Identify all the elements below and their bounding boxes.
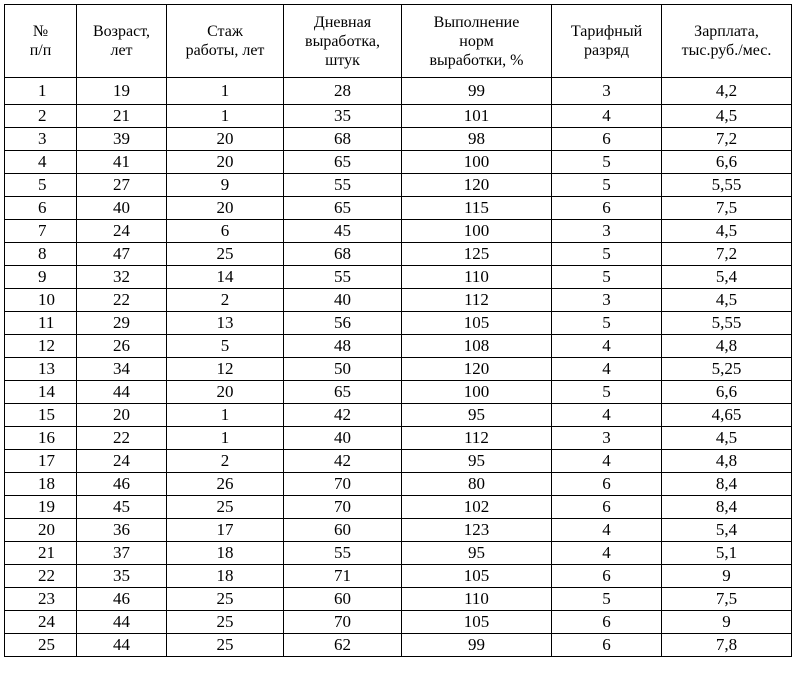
cell-norm-fulfillment: 100 <box>402 381 552 404</box>
cell-daily-output: 65 <box>284 381 402 404</box>
cell-experience: 25 <box>167 634 284 657</box>
cell-daily-output: 62 <box>284 634 402 657</box>
cell-tariff-grade: 6 <box>552 496 662 519</box>
cell-row-number: 14 <box>5 381 77 404</box>
cell-daily-output: 70 <box>284 611 402 634</box>
table-row <box>5 519 792 542</box>
cell-daily-output: 40 <box>284 427 402 450</box>
cell-salary: 9 <box>662 611 792 634</box>
cell-age: 22 <box>77 289 167 312</box>
cell-daily-output: 71 <box>284 565 402 588</box>
table-row <box>5 404 792 427</box>
table-row <box>5 266 792 289</box>
cell-row-number: 17 <box>5 450 77 473</box>
header-experience: Стаж работы, лет <box>167 5 284 78</box>
cell-norm-fulfillment: 100 <box>402 220 552 243</box>
cell-salary: 7,2 <box>662 243 792 266</box>
cell-row-number: 6 <box>5 197 77 220</box>
cell-norm-fulfillment: 101 <box>402 105 552 128</box>
cell-tariff-grade: 5 <box>552 266 662 289</box>
cell-salary: 4,5 <box>662 220 792 243</box>
table-row <box>5 105 792 128</box>
cell-salary: 4,5 <box>662 289 792 312</box>
cell-salary: 4,5 <box>662 105 792 128</box>
table-row <box>5 358 792 381</box>
cell-salary: 5,1 <box>662 542 792 565</box>
cell-experience: 18 <box>167 565 284 588</box>
cell-daily-output: 70 <box>284 473 402 496</box>
cell-salary: 5,4 <box>662 519 792 542</box>
cell-salary: 7,8 <box>662 634 792 657</box>
cell-experience: 1 <box>167 78 284 105</box>
cell-row-number: 18 <box>5 473 77 496</box>
cell-daily-output: 42 <box>284 404 402 427</box>
cell-row-number: 3 <box>5 128 77 151</box>
cell-row-number: 12 <box>5 335 77 358</box>
cell-age: 47 <box>77 243 167 266</box>
cell-norm-fulfillment: 112 <box>402 427 552 450</box>
cell-tariff-grade: 3 <box>552 220 662 243</box>
table-row <box>5 128 792 151</box>
cell-salary: 5,4 <box>662 266 792 289</box>
header-daily-output: Дневная выработка, штук <box>284 5 402 78</box>
cell-tariff-grade: 3 <box>552 78 662 105</box>
table-row <box>5 542 792 565</box>
cell-daily-output: 48 <box>284 335 402 358</box>
cell-age: 20 <box>77 404 167 427</box>
table-row <box>5 151 792 174</box>
cell-age: 24 <box>77 450 167 473</box>
cell-row-number: 5 <box>5 174 77 197</box>
cell-row-number: 22 <box>5 565 77 588</box>
cell-experience: 2 <box>167 289 284 312</box>
cell-experience: 5 <box>167 335 284 358</box>
table-row <box>5 381 792 404</box>
cell-norm-fulfillment: 102 <box>402 496 552 519</box>
cell-row-number: 2 <box>5 105 77 128</box>
cell-row-number: 9 <box>5 266 77 289</box>
cell-age: 34 <box>77 358 167 381</box>
cell-experience: 20 <box>167 381 284 404</box>
table-row <box>5 197 792 220</box>
cell-age: 37 <box>77 542 167 565</box>
cell-norm-fulfillment: 99 <box>402 634 552 657</box>
table-row <box>5 427 792 450</box>
cell-daily-output: 65 <box>284 197 402 220</box>
cell-experience: 1 <box>167 427 284 450</box>
cell-experience: 14 <box>167 266 284 289</box>
cell-experience: 20 <box>167 128 284 151</box>
cell-age: 44 <box>77 611 167 634</box>
cell-age: 46 <box>77 473 167 496</box>
table-row <box>5 634 792 657</box>
cell-row-number: 21 <box>5 542 77 565</box>
cell-experience: 13 <box>167 312 284 335</box>
cell-tariff-grade: 6 <box>552 197 662 220</box>
cell-age: 22 <box>77 427 167 450</box>
cell-row-number: 16 <box>5 427 77 450</box>
cell-tariff-grade: 6 <box>552 473 662 496</box>
cell-daily-output: 40 <box>284 289 402 312</box>
cell-experience: 17 <box>167 519 284 542</box>
header-salary: Зарплата, тыс.руб./мес. <box>662 5 792 78</box>
cell-experience: 6 <box>167 220 284 243</box>
cell-salary: 4,8 <box>662 450 792 473</box>
cell-row-number: 10 <box>5 289 77 312</box>
cell-experience: 1 <box>167 404 284 427</box>
cell-norm-fulfillment: 125 <box>402 243 552 266</box>
cell-norm-fulfillment: 95 <box>402 404 552 427</box>
header-row <box>5 5 792 78</box>
cell-experience: 20 <box>167 197 284 220</box>
cell-experience: 1 <box>167 105 284 128</box>
cell-tariff-grade: 5 <box>552 588 662 611</box>
cell-norm-fulfillment: 95 <box>402 450 552 473</box>
table-row <box>5 243 792 266</box>
cell-row-number: 1 <box>5 78 77 105</box>
cell-salary: 4,5 <box>662 427 792 450</box>
cell-row-number: 23 <box>5 588 77 611</box>
cell-tariff-grade: 3 <box>552 427 662 450</box>
cell-age: 32 <box>77 266 167 289</box>
cell-norm-fulfillment: 105 <box>402 611 552 634</box>
cell-daily-output: 60 <box>284 519 402 542</box>
cell-tariff-grade: 5 <box>552 243 662 266</box>
cell-tariff-grade: 4 <box>552 542 662 565</box>
table-row <box>5 174 792 197</box>
cell-norm-fulfillment: 95 <box>402 542 552 565</box>
cell-row-number: 25 <box>5 634 77 657</box>
cell-salary: 9 <box>662 565 792 588</box>
cell-age: 35 <box>77 565 167 588</box>
cell-daily-output: 42 <box>284 450 402 473</box>
cell-daily-output: 35 <box>284 105 402 128</box>
cell-salary: 4,65 <box>662 404 792 427</box>
cell-age: 24 <box>77 220 167 243</box>
cell-norm-fulfillment: 115 <box>402 197 552 220</box>
cell-norm-fulfillment: 99 <box>402 78 552 105</box>
cell-salary: 4,8 <box>662 335 792 358</box>
cell-daily-output: 55 <box>284 266 402 289</box>
table-row <box>5 496 792 519</box>
cell-norm-fulfillment: 120 <box>402 358 552 381</box>
cell-salary: 5,55 <box>662 312 792 335</box>
cell-row-number: 7 <box>5 220 77 243</box>
cell-salary: 6,6 <box>662 151 792 174</box>
header-tariff-grade: Тарифный разряд <box>552 5 662 78</box>
cell-daily-output: 55 <box>284 542 402 565</box>
cell-norm-fulfillment: 120 <box>402 174 552 197</box>
cell-tariff-grade: 3 <box>552 289 662 312</box>
cell-experience: 18 <box>167 542 284 565</box>
cell-age: 45 <box>77 496 167 519</box>
cell-experience: 25 <box>167 611 284 634</box>
cell-age: 27 <box>77 174 167 197</box>
cell-tariff-grade: 5 <box>552 174 662 197</box>
cell-norm-fulfillment: 98 <box>402 128 552 151</box>
cell-age: 46 <box>77 588 167 611</box>
cell-norm-fulfillment: 105 <box>402 312 552 335</box>
cell-norm-fulfillment: 80 <box>402 473 552 496</box>
table-row <box>5 565 792 588</box>
cell-experience: 26 <box>167 473 284 496</box>
cell-tariff-grade: 5 <box>552 381 662 404</box>
cell-experience: 25 <box>167 588 284 611</box>
cell-experience: 25 <box>167 496 284 519</box>
cell-salary: 6,6 <box>662 381 792 404</box>
cell-row-number: 11 <box>5 312 77 335</box>
cell-tariff-grade: 4 <box>552 404 662 427</box>
cell-salary: 5,25 <box>662 358 792 381</box>
cell-tariff-grade: 4 <box>552 450 662 473</box>
cell-daily-output: 65 <box>284 151 402 174</box>
cell-tariff-grade: 6 <box>552 128 662 151</box>
cell-tariff-grade: 4 <box>552 358 662 381</box>
cell-age: 39 <box>77 128 167 151</box>
cell-tariff-grade: 6 <box>552 611 662 634</box>
employee-data-table <box>4 4 792 657</box>
cell-daily-output: 70 <box>284 496 402 519</box>
cell-experience: 2 <box>167 450 284 473</box>
cell-row-number: 13 <box>5 358 77 381</box>
cell-tariff-grade: 4 <box>552 105 662 128</box>
cell-daily-output: 68 <box>284 128 402 151</box>
cell-age: 44 <box>77 634 167 657</box>
cell-norm-fulfillment: 123 <box>402 519 552 542</box>
cell-experience: 12 <box>167 358 284 381</box>
table-row <box>5 312 792 335</box>
table-row <box>5 220 792 243</box>
cell-norm-fulfillment: 110 <box>402 266 552 289</box>
cell-norm-fulfillment: 100 <box>402 151 552 174</box>
cell-row-number: 4 <box>5 151 77 174</box>
cell-tariff-grade: 4 <box>552 519 662 542</box>
cell-row-number: 24 <box>5 611 77 634</box>
table-row <box>5 611 792 634</box>
header-norm-fulfillment: Выполнение норм выработки, % <box>402 5 552 78</box>
table-row <box>5 78 792 105</box>
cell-experience: 9 <box>167 174 284 197</box>
table-row <box>5 450 792 473</box>
cell-salary: 8,4 <box>662 473 792 496</box>
cell-row-number: 19 <box>5 496 77 519</box>
cell-row-number: 8 <box>5 243 77 266</box>
cell-norm-fulfillment: 110 <box>402 588 552 611</box>
cell-salary: 4,2 <box>662 78 792 105</box>
header-age: Возраст, лет <box>77 5 167 78</box>
cell-salary: 8,4 <box>662 496 792 519</box>
cell-tariff-grade: 6 <box>552 634 662 657</box>
cell-tariff-grade: 5 <box>552 312 662 335</box>
cell-daily-output: 68 <box>284 243 402 266</box>
cell-salary: 7,5 <box>662 197 792 220</box>
cell-experience: 20 <box>167 151 284 174</box>
cell-age: 40 <box>77 197 167 220</box>
cell-experience: 25 <box>167 243 284 266</box>
cell-age: 26 <box>77 335 167 358</box>
cell-daily-output: 60 <box>284 588 402 611</box>
cell-age: 36 <box>77 519 167 542</box>
cell-tariff-grade: 4 <box>552 335 662 358</box>
table-body <box>5 78 792 657</box>
cell-daily-output: 56 <box>284 312 402 335</box>
cell-norm-fulfillment: 105 <box>402 565 552 588</box>
cell-age: 41 <box>77 151 167 174</box>
cell-age: 19 <box>77 78 167 105</box>
table-row <box>5 588 792 611</box>
cell-norm-fulfillment: 108 <box>402 335 552 358</box>
cell-age: 29 <box>77 312 167 335</box>
header-row-number: № п/п <box>5 5 77 78</box>
cell-salary: 7,2 <box>662 128 792 151</box>
cell-row-number: 20 <box>5 519 77 542</box>
table-row <box>5 473 792 496</box>
cell-daily-output: 50 <box>284 358 402 381</box>
cell-row-number: 15 <box>5 404 77 427</box>
cell-tariff-grade: 6 <box>552 565 662 588</box>
cell-salary: 7,5 <box>662 588 792 611</box>
cell-daily-output: 28 <box>284 78 402 105</box>
cell-daily-output: 55 <box>284 174 402 197</box>
cell-tariff-grade: 5 <box>552 151 662 174</box>
table-row <box>5 289 792 312</box>
cell-daily-output: 45 <box>284 220 402 243</box>
cell-salary: 5,55 <box>662 174 792 197</box>
table-row <box>5 335 792 358</box>
cell-age: 44 <box>77 381 167 404</box>
cell-norm-fulfillment: 112 <box>402 289 552 312</box>
cell-age: 21 <box>77 105 167 128</box>
